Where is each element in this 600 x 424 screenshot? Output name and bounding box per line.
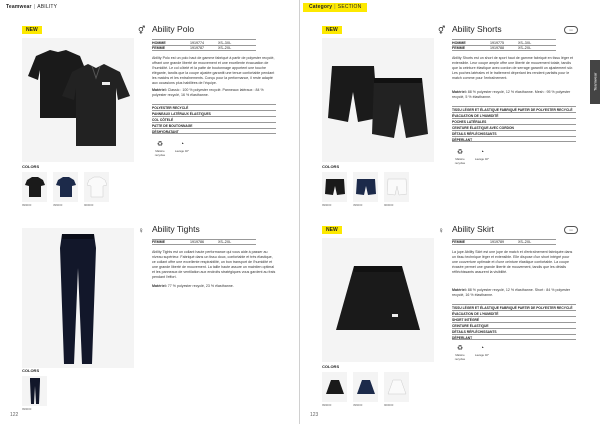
feature-item: DÉPERLANT [452, 136, 576, 142]
material-info: Matériel: 77 % polyester recyclé, 23 % élasthanne. [152, 284, 234, 288]
product-title: Ability Shorts [452, 24, 502, 34]
product-tights [0, 218, 300, 414]
color-swatch[interactable]: 396000 [353, 172, 378, 207]
color-swatch[interactable]: 900000 [384, 172, 409, 207]
end-pill-icon: ▭ [564, 226, 578, 234]
colors-label: COLORS [322, 364, 340, 369]
product-title: Ability Tights [152, 224, 200, 234]
feature-item: DÉSHYDRATANT [152, 128, 276, 134]
colors-label: COLORS [22, 164, 40, 169]
new-badge: NEW [322, 26, 342, 34]
size-table [152, 39, 256, 51]
color-swatches [22, 376, 47, 411]
material-info: Matériel: Classic : 100 % polyester recyclé. Panneaux latéraux : 84 % polyester recyclé, 16 % élasthanne. [152, 88, 264, 97]
color-swatch[interactable]: 900000 [384, 372, 409, 407]
feature-item: TISSU LÉGER ET ÉLASTIQUE FABRIQUÉ PARTIR DE POLYESTER RECYCLÉ [452, 106, 576, 112]
material-info: Matériel: 88 % polyester recyclé, 12 % élasthanne. Short : 84 % polyester recyclé, 16 % élasthanne. [452, 288, 571, 297]
wash-icon: ◔ Lavage 40° [474, 149, 490, 161]
side-tab[interactable]: Teamwear [590, 60, 600, 104]
feature-item: POLYESTER RECYCLÉ [152, 104, 276, 110]
color-swatches [22, 172, 109, 207]
recycled-icon: ♻ Matière recyclée [454, 345, 466, 361]
new-badge: NEW [22, 26, 42, 34]
feature-item: DÉPERLANT [452, 334, 576, 340]
size-row: FEMME 1919788 XS–2XL [452, 45, 556, 51]
color-swatch[interactable]: 396000 [353, 372, 378, 407]
product-title: Ability Skirt [452, 224, 495, 234]
size-row: FEMME 1919787 XS–2XL [152, 45, 256, 51]
wash-icon: ◔ Lavage 40° [474, 345, 490, 357]
size-table [152, 239, 256, 245]
header-section: ABILITY [37, 4, 58, 10]
unisex-icon: ⚥ [138, 26, 146, 35]
page-number: 123 [310, 412, 319, 418]
feature-list [452, 304, 576, 340]
unisex-icon: ⚥ [438, 26, 446, 35]
colors-label: COLORS [322, 164, 340, 169]
product-title: Ability Polo [152, 24, 195, 34]
color-swatch[interactable]: 999000 [322, 172, 347, 207]
feature-item: DÉTAILS RÉFLÉCHISSANTS [452, 328, 576, 334]
header-brand: Category [309, 4, 333, 10]
size-row: FEMME 1919789 XS–2XL [452, 239, 556, 245]
product-image-shorts [322, 38, 434, 162]
header-brand: Teamwear [6, 4, 32, 10]
care-icons [452, 148, 490, 165]
feature-item: SHORT INTÉGRÉ [452, 316, 576, 322]
color-swatch[interactable]: 396000 [53, 172, 78, 207]
feature-item: COL CÔTELÉ [152, 116, 276, 122]
page-number: 122 [10, 412, 19, 418]
size-table [452, 239, 556, 245]
product-image-polo [22, 38, 134, 162]
product-skirt [300, 218, 600, 414]
color-swatch[interactable]: 999000 [22, 376, 47, 411]
size-table [452, 39, 556, 51]
product-polo [0, 18, 300, 214]
product-shorts [300, 18, 600, 214]
header-section: SECTION [337, 4, 362, 10]
female-icon: ♀ [138, 226, 144, 235]
feature-item: TISSU LÉGER ET ÉLASTIQUE FABRIQUÉ PARTIR DE POLYESTER RECYCLÉ [452, 304, 576, 310]
feature-item: POCHES LATÉRALES [452, 118, 576, 124]
wash-icon: ◔ Lavage 40° [174, 141, 190, 153]
end-pill-icon: ▭ [564, 26, 578, 34]
feature-list [452, 106, 576, 142]
color-swatches [322, 172, 409, 207]
product-description: Ability Shorts est un short de sport haut de gamme fabriqué en tissu léger et extensible. Leur coupe ample offre une liberté de mouvement totale, tandis que la ceinture élastique avec cordon de serrage garantit un ajustement sûr. Les poches latérales et le traitement déperlant les rendent parfaits pour le match comme pour l'entraînement. [452, 56, 574, 80]
recycled-icon: ♻ Matière recyclée [154, 141, 166, 157]
size-row: FEMME 1919786 XS–2XL [152, 239, 256, 245]
material-info: Matériel: 88 % polyester recyclé, 12 % élasthanne. Mesh : 95 % polyester recyclé, 5 % élasthanne. [452, 90, 571, 99]
right-page [300, 0, 600, 424]
product-image-tights [22, 228, 134, 368]
product-description: La jupe Ability Skirt est une jupe de match et d'entraînement fabriquée dans un tissu technique léger et extensible. Elle dispose d'un short intégré pour une couverture optimale et d'une ceinture élastique confortable. La coupe évasée permet une grande liberté de mouvement, tandis que les détails réfléchissants assurent la visibilité. [452, 250, 573, 274]
feature-list [152, 104, 276, 134]
colors-label: COLORS [22, 368, 40, 373]
feature-item: PANNEAUX LATÉRAUX ÉLASTIQUES [152, 110, 276, 116]
color-swatch[interactable]: 999000 [22, 172, 47, 207]
color-swatch[interactable]: 900000 [84, 172, 109, 207]
feature-item: DÉTAILS RÉFLÉCHISSANTS [452, 130, 576, 136]
product-description: Ability Tights est un collant haute performance qui vous aide à passer au niveau supérieur. Fabriqué dans un tissu doux, confortable et très élastique, ce collant offre une excellente respirabilité, un bon transport de l'humidité et une grande liberté de mouvement. La taille haute assure un maintien optimal et les panneaux de ventilation aux endroits stratégiques vous gardent au frais pendant l'effort. [152, 250, 276, 279]
feature-item: ÉVACUATION DE L'HUMIDITÉ [452, 310, 576, 316]
care-icons [152, 140, 190, 157]
color-swatch[interactable]: 999000 [322, 372, 347, 407]
recycled-icon: ♻ Matière recyclée [454, 149, 466, 165]
feature-item: CEINTURE ÉLASTIQUE AVEC CORDON [452, 124, 576, 130]
new-badge: NEW [322, 226, 342, 234]
female-icon: ♀ [438, 226, 444, 235]
feature-item: ÉVACUATION DE L'HUMIDITÉ [452, 112, 576, 118]
product-image-skirt [322, 238, 434, 362]
left-page-header: Teamwear | ABILITY [6, 4, 58, 10]
size-row: HOMME 1919774 XS–3XL [152, 39, 256, 45]
color-swatches [322, 372, 409, 407]
care-icons [452, 344, 490, 361]
feature-item: CEINTURE ÉLASTIQUE [452, 322, 576, 328]
feature-item: PATTE DE BOUTONNAGE [152, 122, 276, 128]
product-description: Ability Polo est un polo haut de gamme fabriqué à partir de polyester recyclé, offrant une grande liberté de mouvement et une excellente évacuation de l'humidité. Le col côtelé et la patte de boutonnage apportent une touche élégante, tandis que la coupe ajustée garantit une tenue confortable pendant les matchs et les entraînements. Conçu pour la performance, il reste adapté aux occasions plus habillées de l'équipe. [152, 56, 275, 85]
right-page-header: Category | SECTION [303, 3, 367, 12]
size-row: HOMME 1919775 XS–3XL [452, 39, 556, 45]
